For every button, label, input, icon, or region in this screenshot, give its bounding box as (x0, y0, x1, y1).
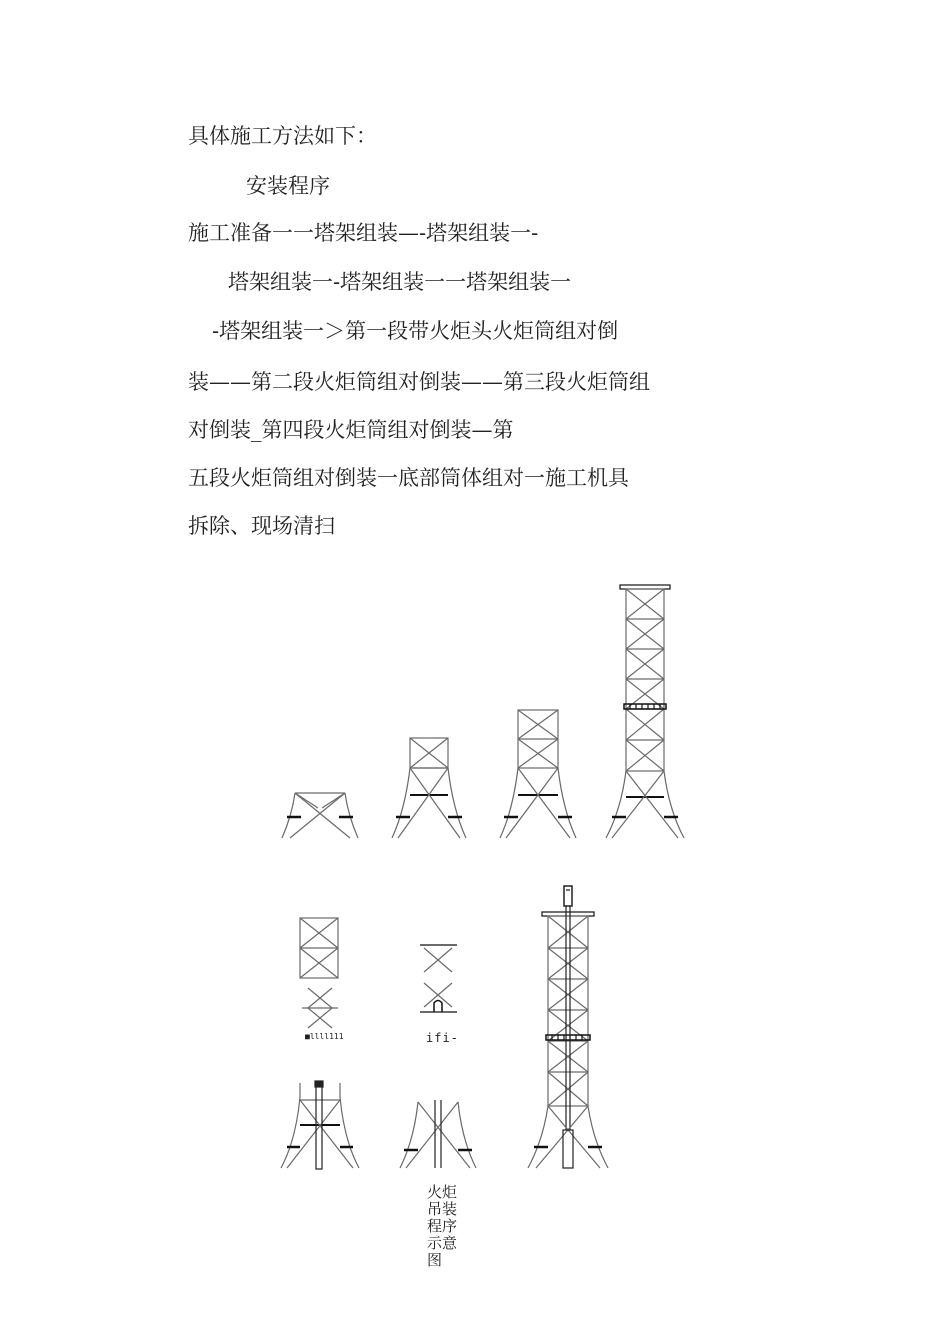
figure-caption-line-3: 程序 (427, 1217, 458, 1235)
stage-4-tower (606, 585, 684, 838)
figure-caption-line-4: 示意 (427, 1234, 458, 1252)
procedure-line-1: 施工准备一一塔架组装—-塔架组装一- (188, 221, 539, 245)
procedure-line-4: 装——第二段火炬筒组对倒装——第三段火炬筒组 (188, 370, 650, 394)
stage-7-tower (528, 886, 608, 1168)
intro-text: 具体施工方法如下： (188, 124, 377, 148)
procedure-line-7: 拆除、现场清扫 (188, 514, 335, 538)
stage-2-tower (392, 738, 466, 838)
figure-caption-line-1: 火炬 (427, 1183, 458, 1201)
stage-5-tower (281, 918, 359, 1169)
figure-caption (427, 1184, 461, 1269)
procedure-line-5: 对倒装_第四段火炬筒组对倒装—第 (188, 418, 514, 442)
figure-caption-line-2: 吊装 (427, 1200, 458, 1218)
procedure-line-2: 塔架组装一-塔架组装一一塔架组装一 (228, 270, 572, 294)
stage-6-tower (400, 945, 476, 1168)
figure-label-mid: ifi- (426, 1031, 459, 1045)
procedure-line-6: 五段火炬筒组对倒装一底部筒体组对一施工机具 (188, 466, 629, 490)
section-heading: 安装程序 (246, 174, 330, 198)
stage-3-tower (500, 710, 576, 838)
stage-1-tower (282, 793, 358, 838)
procedure-line-3: -塔架组装一＞第一段带火炬头火炬筒组对倒 (212, 319, 619, 343)
figure-caption-line-5: 图 (427, 1251, 443, 1269)
figure-label-left: ■llll111 (305, 1032, 344, 1041)
